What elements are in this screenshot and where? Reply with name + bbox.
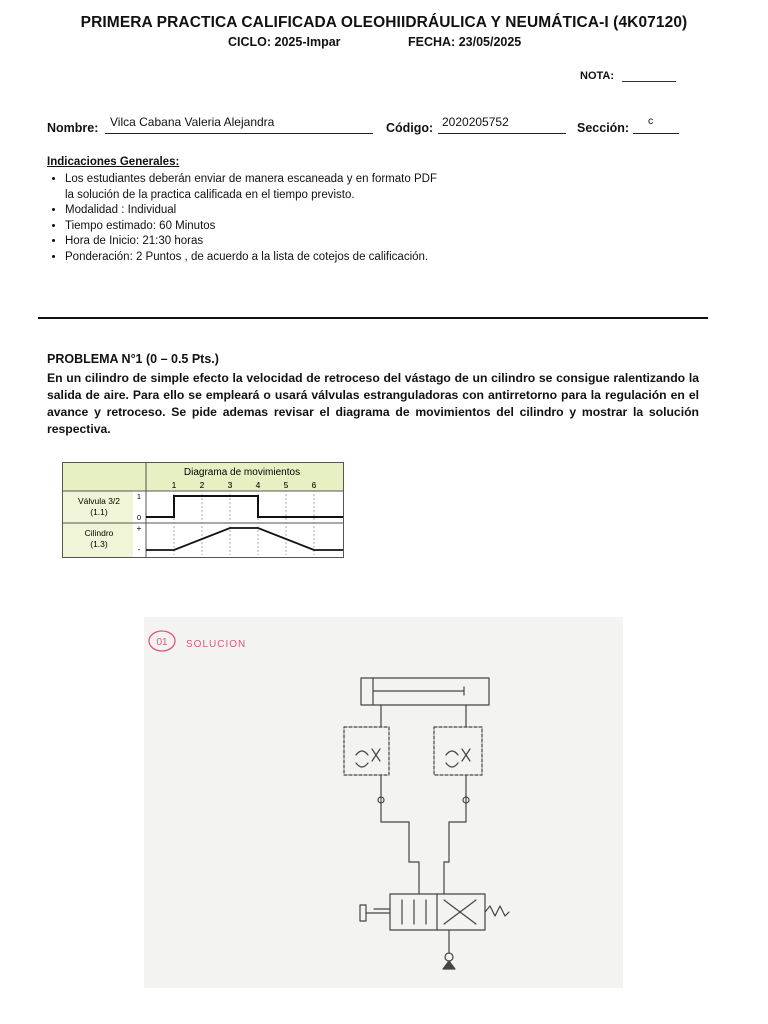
- valve-row-label: Válvula 3/2: [77, 496, 121, 506]
- instruction-item: • Tiempo estimado: 60 Minutos: [65, 219, 437, 235]
- pressure-source: [445, 953, 453, 961]
- problem-statement: En un cilindro de simple efecto la velocidad de retroceso del vástago de un cilindro se consigue ralentizando la salida de aire. Para ello se empleará o usará válvulas estranguladoras con antirretorno para la regulación en el avance y retroceso. Se pide ademas revisar el diagrama de movimientos del cilindro y mostrar la solución respectiva.: [47, 371, 699, 436]
- date-label: FECHA: 23/05/2025: [408, 35, 522, 49]
- valve-bottom-mark: 0: [136, 513, 142, 522]
- solution-photo: [144, 617, 623, 988]
- instructions-title: Indicaciones Generales:: [47, 156, 180, 168]
- valve-row-id: (1.1): [90, 507, 108, 517]
- flow-control-valve-right: [434, 727, 482, 775]
- name-label: Nombre:: [47, 121, 99, 135]
- diagram-step: 1: [171, 480, 177, 490]
- valve-top-mark: 1: [136, 492, 142, 501]
- flow-control-valve-left: [344, 727, 389, 775]
- section-blank: [633, 133, 679, 134]
- motion-diagram: [62, 462, 344, 558]
- solution-sketch: [144, 617, 623, 988]
- instruction-item: • Los estudiantes deberán enviar de manera escaneada y en formato PDF la solución de la practica calificada en el tiempo previsto.: [65, 172, 437, 203]
- cylinder-row-id: (1.3): [90, 539, 108, 549]
- diagram-step: 6: [311, 480, 317, 490]
- diagram-step: 4: [255, 480, 261, 490]
- section-label: Sección:: [577, 121, 630, 135]
- grade-label: NOTA:: [580, 70, 615, 82]
- instructions-list: [47, 172, 437, 265]
- code-label: Código:: [386, 121, 434, 135]
- supply-triangle-icon: [443, 961, 455, 969]
- diagram-step: 5: [283, 480, 289, 490]
- return-spring: [485, 906, 509, 916]
- cylinder-bottom-mark: -: [137, 545, 141, 554]
- name-blank: [105, 133, 373, 134]
- solution-number: 01: [156, 637, 168, 648]
- diagram-corner-cell: [63, 463, 146, 491]
- grade-blank: [622, 81, 676, 82]
- cylinder-top-mark: +: [136, 524, 142, 533]
- cycle-label: CICLO: 2025-Impar: [228, 35, 341, 49]
- instruction-item: • Hora de Inicio: 21:30 horas: [65, 234, 437, 250]
- problem-title: PROBLEMA N°1 (0 – 0.5 Pts.): [47, 352, 219, 366]
- solution-label: SOLUCION: [186, 639, 247, 650]
- diagram-step: 2: [199, 480, 205, 490]
- exam-title: PRIMERA PRACTICA CALIFICADA OLEOHIIDRÁULICA Y NEUMÁTICA-I (4K07120): [80, 14, 688, 31]
- code-blank: [438, 133, 566, 134]
- instruction-item: • Modalidad : Individual: [65, 203, 437, 219]
- cylinder-row-label: Cilindro: [84, 528, 114, 538]
- section-value: c: [648, 115, 654, 127]
- diagram-step: 3: [227, 480, 233, 490]
- section-divider: [38, 317, 708, 319]
- instruction-item: • Ponderación: 2 Puntos , de acuerdo a la lista de cotejos de calificación.: [65, 250, 437, 266]
- name-value: Vilca Cabana Valeria Alejandra: [110, 115, 275, 129]
- code-value: 2020205752: [442, 115, 509, 129]
- manual-actuator: [360, 905, 366, 921]
- diagram-title: Diagrama de movimientos: [183, 467, 301, 478]
